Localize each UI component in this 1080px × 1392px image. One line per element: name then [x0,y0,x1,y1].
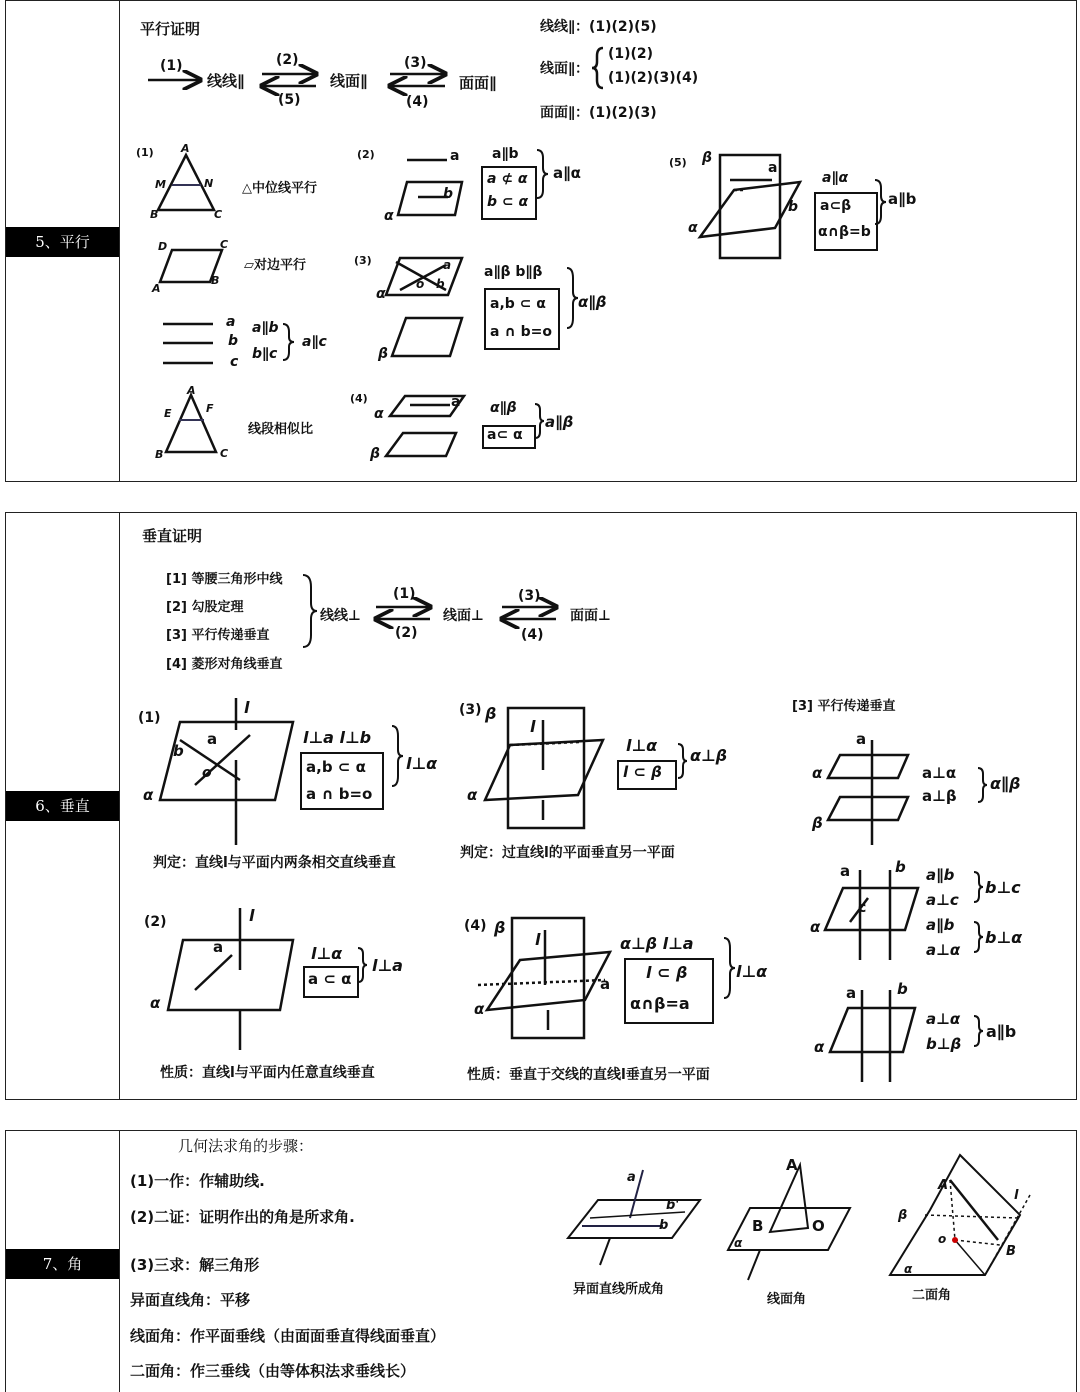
angle-title: 几何法求角的步骤： [178,1137,314,1155]
fig3-alpha: α [904,1262,913,1276]
section-label: 6、垂直 [6,791,119,821]
d3-num: (3) [459,702,482,718]
fig2-caption: 线面角 [767,1292,807,1307]
flow-label-3: (3) [404,55,427,71]
pt-r2a: a∥b [926,866,955,884]
summary-line-plane-2: (1)(2)(3)(4) [608,70,699,86]
d1-l: l [244,698,250,717]
pt-C: C [214,208,223,221]
summary-line-plane-1: (1)(2) [608,46,654,62]
d3-a: a [443,258,452,272]
d1-num: (1) [136,146,154,159]
fig3-B: B [1006,1244,1016,1259]
d5-cond2: a⊂β [820,198,852,214]
d1-cond1: l⊥a l⊥b [303,728,372,747]
section-label: 7、角 [6,1249,119,1279]
pt-b3: b [897,980,908,998]
d1-caption: 判定：直线l与平面内两条相交直线垂直 [153,855,396,871]
d4-cond2: l ⊂ β [646,963,688,982]
pt-E: E [164,407,172,420]
d5-num: (5) [669,156,687,169]
d5-alpha: α [688,220,698,236]
parallel-title: 平行证明 [140,20,201,38]
d5-cond3: α∩β=b [818,224,871,240]
d4-result: a∥β [545,413,574,431]
pt-N: N [204,177,214,190]
d5-result: a∥b [888,190,917,208]
flow-label-4: (4) [521,627,544,643]
d2-a: a [450,148,460,164]
fig1-a: a [627,1170,636,1185]
perpendicular-title: 垂直证明 [142,527,203,545]
pt-B: B [150,208,159,221]
method-3: [3] 平行传递垂直 [166,628,270,643]
pt-r2b: a⊥c [926,891,959,909]
d1-result: l⊥α [406,754,438,773]
d3-beta: β [485,704,497,723]
d5-cond1: a∥α [822,170,849,186]
summary-line-line: 线线∥：(1)(2)(5) [540,19,657,35]
fig3-beta: β [898,1208,908,1223]
d2-cond2: a ⊂ α [308,970,352,988]
d3-num: (3) [354,254,372,267]
pt-line-a: a [856,730,867,748]
flow-label-2: (2) [395,625,418,641]
d2-caption: 性质：直线l与平面内任意直线垂直 [160,1065,375,1081]
d4-beta: β [494,918,506,937]
fig2-B: B [752,1217,764,1235]
pt-c2: c [858,900,867,916]
pt-r2-result: b⊥c [985,878,1021,897]
summary-plane-plane: 面面∥：(1)(2)(3) [540,105,657,121]
midline-text: △中位线平行 [242,181,317,196]
d3-alpha: α [376,286,386,302]
pt-C3: C [220,447,229,460]
d4-result: l⊥α [736,962,768,981]
d5-beta: β [702,150,713,166]
d3-l: l [530,717,536,736]
flow-label-5: (5) [278,92,301,108]
d4-a: a [600,975,611,993]
d3-caption: 判定：过直线l的平面垂直另一平面 [460,845,675,861]
d5-a: a [768,160,778,176]
fig3-caption: 二面角 [912,1288,952,1303]
flow-line-plane: 线面⊥ [443,608,484,624]
d4-beta: β [370,446,381,462]
d2-result: l⊥a [372,956,403,975]
d1-alpha: α [143,786,154,804]
pt-B2: B [211,274,220,287]
pt-A3: A [187,384,196,397]
pt-r4-result: a∥b [986,1022,1017,1041]
fig1-b: b [659,1218,669,1233]
method-2: [2] 勾股定理 [166,600,244,615]
d2-a: a [213,938,224,956]
fig2-O: O [812,1217,825,1235]
fig3-A: A [938,1178,949,1193]
d3-cond1: a∥β b∥β [484,264,543,280]
fig1-caption: 异面直线所成角 [573,1282,665,1297]
d1-o: o [202,765,212,781]
pt-beta: β [812,814,823,832]
method-1: [1] 等腰三角形中线 [166,572,283,587]
d2-num: (2) [357,148,375,161]
pt-F: F [206,402,214,415]
pt-r1a: a⊥α [922,764,957,782]
d2-alpha: α [150,994,161,1012]
skew-angle: 异面直线角：平移 [130,1291,251,1309]
trans-r1: a∥b [252,320,279,336]
d2-cond2: a ⊄ α [487,171,528,187]
d2-result: a∥α [553,164,581,182]
dihedral-angle: 二面角：作三垂线（由等体积法求垂线长） [130,1362,416,1380]
pt-M: M [155,178,166,191]
step-1: (1)一作：作辅助线. [130,1172,265,1190]
d2-cond3: b ⊂ α [487,194,529,210]
pt-A: A [181,142,190,155]
line-a: a [226,314,236,330]
pt-a2: a [840,862,851,880]
d2-num: (2) [144,914,167,930]
d3-result: α⊥β [690,746,728,765]
d4-caption: 性质：垂直于交线的直线l垂直另一平面 [467,1067,710,1083]
fig2-alpha: α [734,1236,743,1250]
d3-cond3: a ∩ b=o [490,324,552,340]
pt-r1b: a⊥β [922,787,957,805]
d3-beta: β [378,346,389,362]
trans-r2: b∥c [252,346,278,362]
d4-num: (4) [350,392,368,405]
fig2-A: A [786,1156,798,1174]
d1-num: (1) [138,710,161,726]
pt-alpha3: α [814,1038,825,1056]
pt-r4b: b⊥β [926,1035,962,1053]
flow-line-line: 线线∥ [207,72,245,90]
flow-plane-plane: 面面∥ [459,74,497,92]
d3-cond2: a,b ⊂ α [490,296,546,312]
d3-result: α∥β [578,293,607,311]
pt-b2: b [895,858,906,876]
step-2: (2)二证：证明作出的角是所求角. [130,1208,355,1226]
pt-r3b: a⊥α [926,941,961,959]
step-3: (3)三求：解三角形 [130,1256,260,1274]
line-plane-angle: 线面角：作平面垂线（由面面垂直得线面垂直） [130,1327,446,1345]
d2-cond1: l⊥α [311,944,343,963]
method-4: [4] 菱形对角线垂直 [166,657,283,672]
pt-A2: A [152,282,161,295]
flow-plane-plane: 面面⊥ [570,608,611,624]
section-label: 5、平行 [6,227,119,257]
pt-r1-result: α∥β [990,774,1021,793]
d3-b: b [436,277,445,291]
summary-line-plane: 线面∥： [540,61,589,77]
d4-a: a [451,394,461,410]
d2-l: l [249,906,255,925]
d3-cond2: l ⊂ β [623,763,662,781]
pt-r4a: a⊥α [926,1010,961,1028]
pt-C2: C [220,238,229,251]
d2-alpha: α [384,208,394,224]
d2-cond1: a∥b [492,146,519,162]
flow-line-plane: 线面∥ [330,72,368,90]
d1-b: b [173,742,184,760]
fig3-l: l [1014,1188,1019,1203]
similarity-text: 线段相似比 [248,422,314,437]
fig3-o: o [938,1232,947,1246]
flow-label-3: (3) [518,588,541,604]
line-b: b [228,333,239,349]
pt-D: D [158,240,168,253]
fig1-b-prime: b' [666,1198,680,1213]
flow-line-line: 线线⊥ [320,608,361,624]
d4-cond3: α∩β=a [630,994,690,1013]
flow-label-2: (2) [276,52,299,68]
transfer-title: [3] 平行传递垂直 [792,699,896,714]
pt-B3: B [155,448,164,461]
d4-alpha: α [374,406,384,422]
line-c: c [230,354,239,370]
d4-cond1: α⊥β l⊥a [620,934,694,953]
pt-r3a: a∥b [926,916,955,934]
d4-alpha: α [474,1000,485,1018]
pt-alpha: α [812,764,823,782]
d3-alpha: α [467,786,478,804]
d1-a: a [207,730,218,748]
d4-l: l [535,930,541,949]
opposite-sides-text: ▱对边平行 [244,258,306,273]
flow-label-1: (1) [160,58,183,74]
flow-label-1: (1) [393,586,416,602]
d3-o: o [416,277,425,291]
flow-label-4: (4) [406,94,429,110]
trans-result: a∥c [302,334,327,350]
d4-num: (4) [464,918,487,934]
pt-r3-result: b⊥α [985,928,1023,947]
d4-cond2: a⊂ α [487,427,523,443]
pt-alpha2: α [810,918,821,936]
d4-cond1: α∥β [490,400,517,416]
d3-cond1: l⊥α [626,736,658,755]
d2-b: b [443,186,454,202]
pt-a3: a [846,984,857,1002]
d5-b: b [788,199,799,215]
d1-cond2: a,b ⊂ α [306,758,366,776]
d1-cond3: a ∩ b=o [306,785,373,803]
